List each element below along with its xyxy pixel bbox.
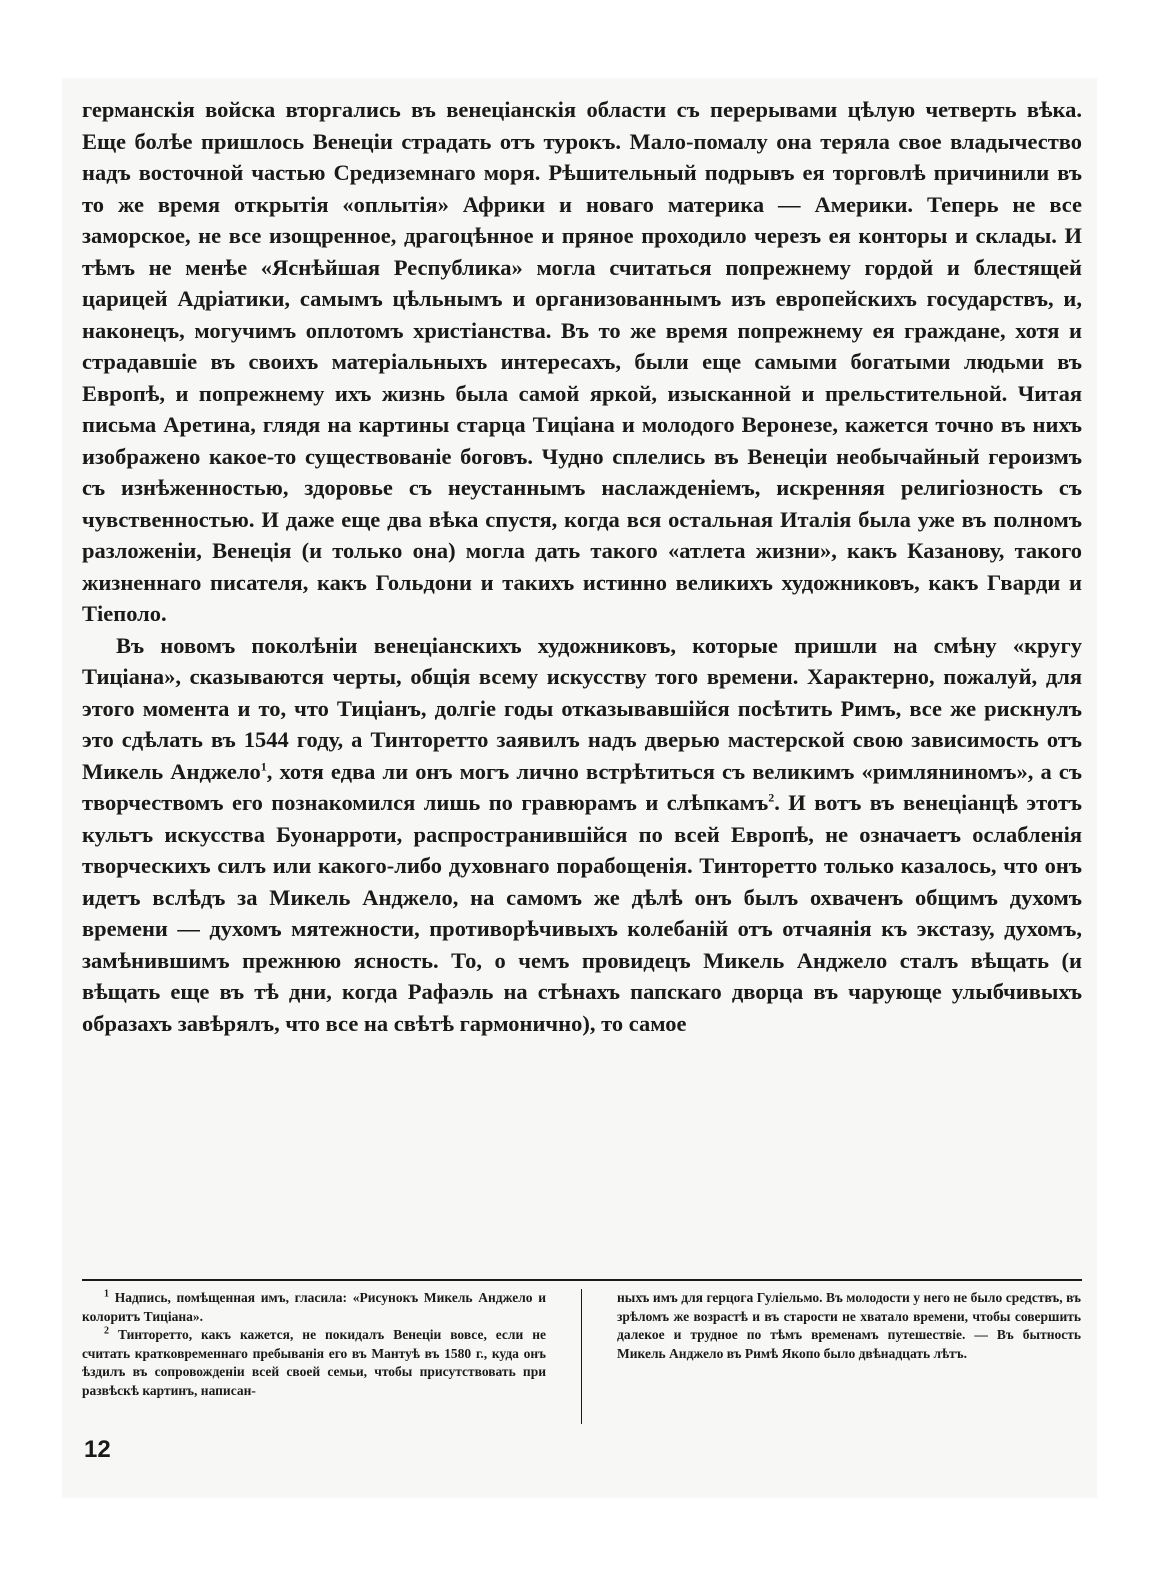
footnote-reference-2: 2 — [768, 790, 775, 805]
main-text — [82, 94, 1082, 1039]
footnote-1-number: 1 — [104, 1288, 109, 1300]
footnote-column-divider — [581, 1289, 582, 1424]
paragraph-1: германскія войска вторгались въ венеціанскія области съ перерывами цѣлую четверть вѣка. Еще болѣе пришлось Венеціи страдать отъ турокъ. Мало-помалу она теряла свое владычество надъ восточной частью Средиземнаго моря. Рѣшительный подрывъ ея торговлѣ причинили въ то же время открытія «оплытія» Африки и новаго материка — Америки. Теперь не все заморское, не все изощренное, драгоцѣнное и пряное проходило черезъ ея конторы и склады. И тѣмъ не менѣе «Яснѣйшая Республика» могла считаться попрежнему гордой и блестящей царицей Адріатики, самымъ цѣльнымъ и организованнымъ изъ европейскихъ государствъ, и, наконецъ, могучимъ оплотомъ христіанства. Въ то же время попрежнему ея граждане, хотя и страдавшіе въ своихъ матеріальныхъ интересахъ, были еще самыми богатыми людьми въ Европѣ, и попрежнему ихъ жизнь была самой яркой, изысканной и прельстительной. Читая письма Аретина, глядя на картины старца Тиціана и молодого Веронезе, кажется точно въ нихъ изображено какое-то существованіе боговъ. Чудно сплелись въ Венеціи необычайный героизмъ съ изнѣженностью, здоровье съ неустаннымъ наслажденіемъ, искренняя религіозность съ чувственностью. И даже еще два вѣка спустя, когда вся остальная Италія была уже въ полномъ разложеніи, Венеція (и только она) могла дать такого «атлета жизни», какъ Казанову, такого жизненнаго писателя, какъ Гольдони и такихъ истинно великихъ художниковъ, какъ Гварди и Тіеполо. — [82, 97, 1082, 626]
footnote-2-number: 2 — [104, 1325, 109, 1337]
footnote-2-text: Тинторетто, какъ кажется, не покидалъ Венеціи вовсе, если не считать кратковременнаго пребыванія его въ Мантуѣ въ 1580 г., куда онъ ѣздилъ въ сопровожденіи всей своей семьи, чтобы присутствовать при развѣскѣ картинъ, написан- — [82, 1327, 546, 1398]
footnote-2-continuation: ныхъ имъ для герцога Гуліельмо. Въ молодости у него не было средствъ, въ зрѣломъ же возрастѣ и въ старости не хватало времени, чтобы совершить далекое и трудное по тѣмъ временамъ путешествіе. — Въ бытность Микель Анджело въ Римѣ Якопо было двѣнадцать лѣтъ. — [617, 1290, 1081, 1361]
footnotes-right-column — [617, 1289, 1081, 1363]
footnote-reference-1: 1 — [260, 759, 267, 773]
page-number: 12 — [84, 1436, 111, 1463]
paragraph-2-part-3: . И вотъ въ венеціанцѣ этотъ культъ искусства Буонарроти, распространившійся по всей Европѣ, не означаетъ ослабленія творческихъ силъ или какого-либо духовнаго порабощенія. Тинторетто только казалось, что онъ идетъ вслѣдъ за Микель Анджело, на самомъ же дѣлѣ онъ былъ охваченъ общимъ духомъ времени — духомъ мятежности, противорѣчивыхъ колебаній отъ отчаянія къ экстазу, духомъ, замѣнившимъ прежнюю ясность. То, о чемъ провидецъ Микель Анджело сталъ вѣщать (и вѣщать еще въ тѣ дни, когда Рафаэль на стѣнахъ папскаго дворца въ чарующе улыбчивыхъ образахъ завѣрялъ, что все на свѣтѣ гармонично), то самое — [82, 790, 1082, 1036]
paragraph-2-part-1: Въ новомъ поколѣніи венеціанскихъ художниковъ, которые пришли на смѣну «кругу Тиціана», сказываются черты, общія всему искусству того времени. Характерно, пожалуй, для этого момента и то, что Тиціанъ, долгіе годы отказывавшійся посѣтить Римъ, все же рискнулъ это сдѣлать въ 1544 году, а Тинторетто заявилъ надъ дверью мастерской свою зависимость отъ Микель Анджело — [82, 632, 1082, 784]
footnote-2 — [82, 1326, 546, 1400]
footnotes — [82, 1289, 1082, 1419]
footnotes-left-column — [82, 1289, 546, 1400]
book-page — [62, 78, 1097, 1498]
paragraph-2 — [82, 630, 1082, 1040]
footnote-1-text: Надпись, помѣщенная имъ, гласила: «Рисунокъ Микель Анджело и колоритъ Тиціана». — [82, 1290, 546, 1324]
footnote-separator — [82, 1279, 1082, 1281]
footnote-1 — [82, 1289, 546, 1326]
paragraph-2-part-2: , хотя едва ли онъ могъ лично встрѣтиться съ великимъ «римляниномъ», а съ творчествомъ его познакомился лишь по гравюрамъ и слѣпкамъ — [82, 758, 1082, 815]
